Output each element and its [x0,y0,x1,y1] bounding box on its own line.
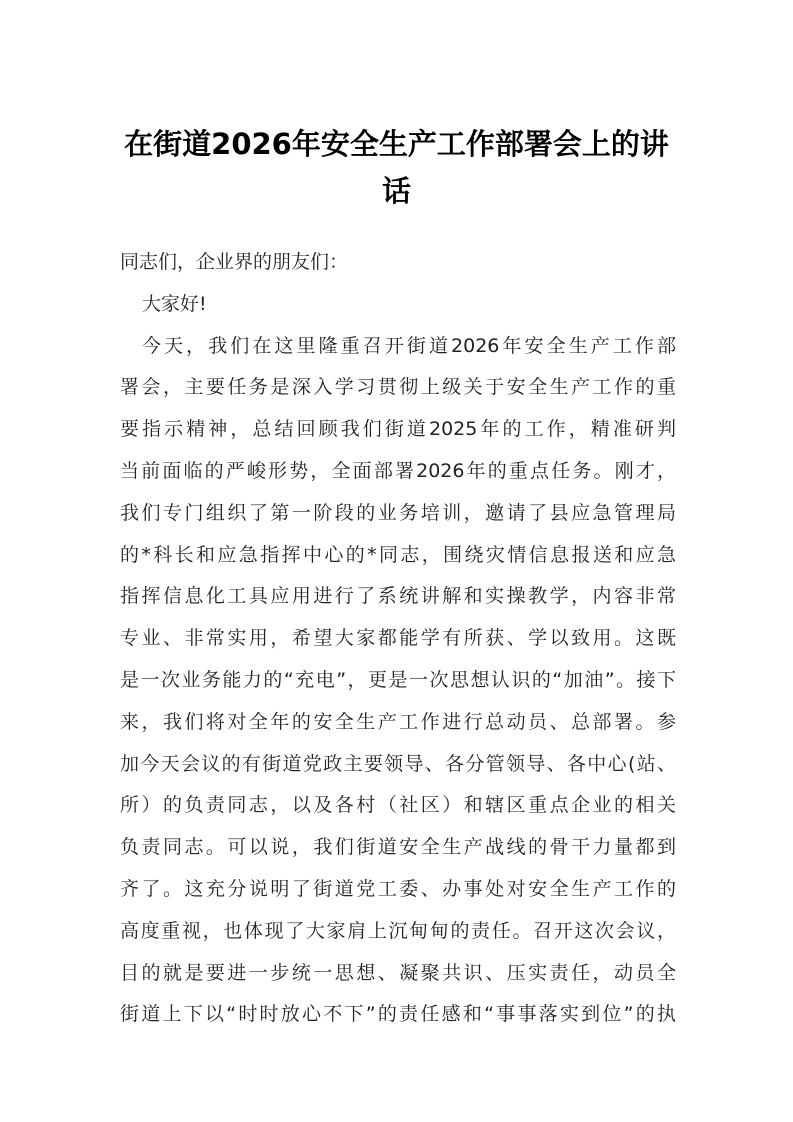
paragraph-line: 负责同志。可以说，我们街道安全生产战线的骨干力量都到 [120,836,676,859]
paragraph-line: 目的就是要进一步统一思想、凝聚共识、压实责任，动员全 [120,961,676,984]
paragraph-line: 来，我们将对全年的安全生产工作进行总动员、总部署。参 [120,710,676,733]
document-body [120,242,676,1036]
paragraph-line: 齐了。这充分说明了街道党工委、办事处对安全生产工作的 [120,877,676,900]
paragraph [120,326,676,1037]
paragraph-line: 当前面临的严峻形势，全面部署2026年的重点任务。刚才， [120,459,676,482]
paragraph-line: 街道上下以“时时放心不下”的责任感和“事事落实到位”的执 [120,1003,676,1026]
paragraph-line: 今天，我们在这里隆重召开街道2026年安全生产工作部 [142,334,676,357]
paragraph-line: 要指示精神，总结回顾我们街道2025年的工作，精准研判 [120,418,676,441]
paragraph-line: 专业、非常实用，希望大家都能学有所获、学以致用。这既 [120,627,676,650]
title-line-1: 在街道2026年安全生产工作部署会上的讲 [124,127,669,161]
paragraph-line: 是一次业务能力的“充电”，更是一次思想认识的“加油”。接下 [120,668,676,691]
title-line-2: 话 [381,174,411,208]
paragraph-line: 指挥信息化工具应用进行了系统讲解和实操教学，内容非常 [120,585,676,608]
salutation: 同志们，企业界的朋友们： [120,251,349,273]
paragraph-line: 的*科长和应急指挥中心的*同志，围绕灾情信息报送和应急 [120,543,676,566]
paragraph-line: 我们专门组织了第一阶段的业务培训，邀请了县应急管理局 [120,501,676,524]
paragraph-line: 所）的负责同志，以及各村（社区）和辖区重点企业的相关 [120,794,676,817]
greeting: 大家好! [142,292,207,315]
paragraph-line: 署会，主要任务是深入学习贯彻上级关于安全生产工作的重 [120,376,676,399]
paragraph-line: 加今天会议的有街道党政主要领导、各分管领导、各中心(站、 [120,752,676,775]
document-title [100,121,693,215]
paragraph-line: 高度重视，也体现了大家肩上沉甸甸的责任。召开这次会议， [120,919,676,942]
